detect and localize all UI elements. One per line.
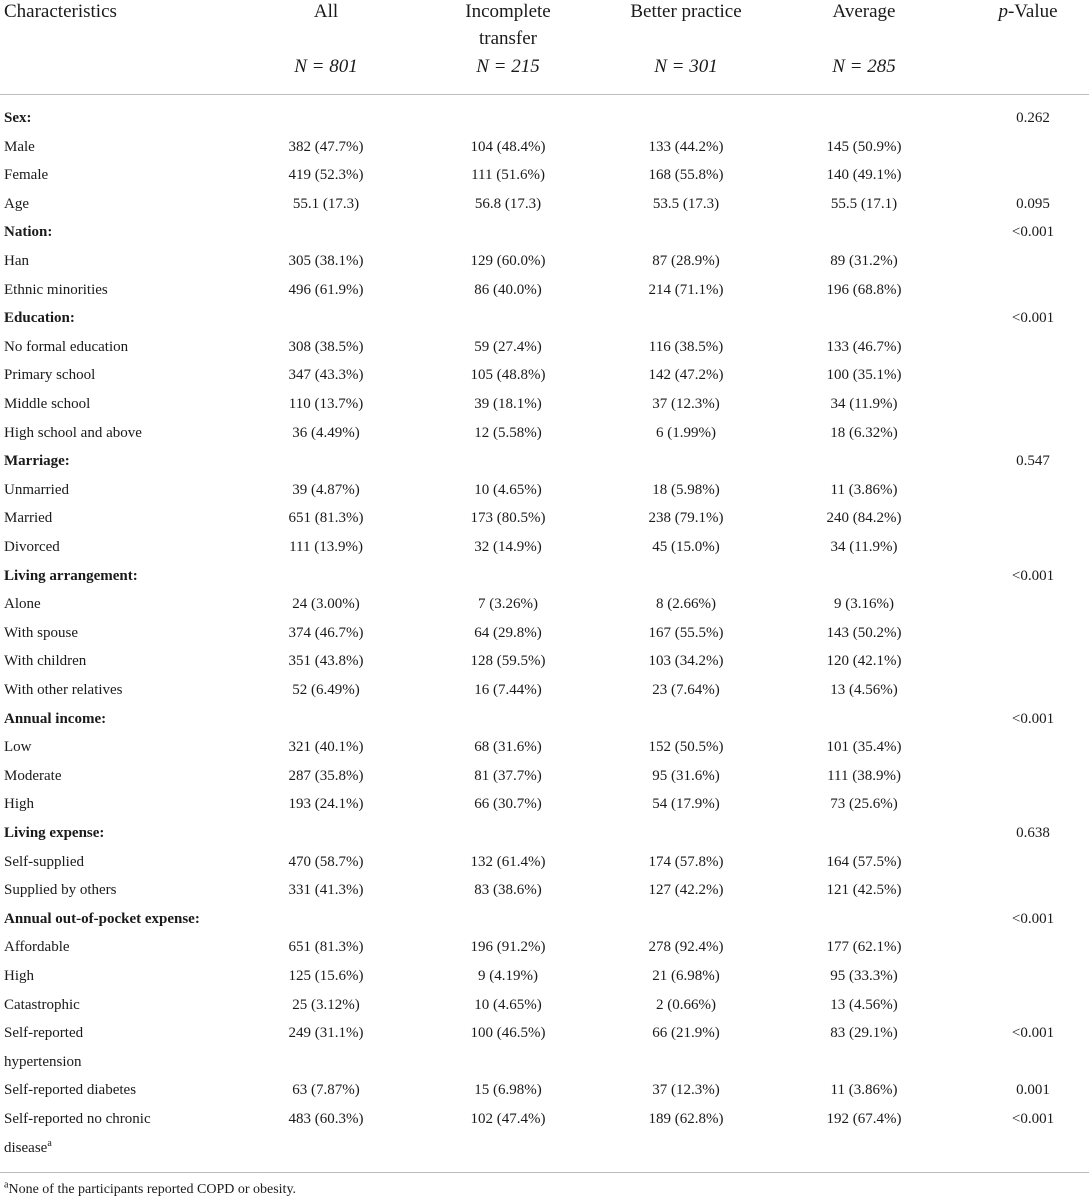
- cell-average: 9 (3.16%): [834, 596, 894, 613]
- cell-all: 351 (43.8%): [288, 653, 364, 670]
- row-label: Low: [4, 739, 32, 756]
- cell-average: 73 (25.6%): [830, 796, 898, 813]
- cell-p-value: 0.638: [1016, 825, 1050, 841]
- row-label: With children: [4, 653, 87, 670]
- cell-all: 305 (38.1%): [288, 253, 364, 269]
- cell-better-practice: 6 (1.99%): [656, 424, 716, 441]
- table-row: [0, 1076, 1089, 1105]
- cell-better-practice: 87 (28.9%): [652, 253, 720, 269]
- row-label: Self-supplied: [4, 853, 84, 870]
- row-label-line2: disease: [4, 1139, 48, 1156]
- cell-better-practice: 95 (31.6%): [652, 767, 720, 784]
- cell-better-practice: 53.5 (17.3): [652, 195, 720, 212]
- cell-all: 382 (47.7%): [288, 138, 364, 155]
- row-label: Age: [4, 195, 29, 212]
- cell-average: 111 (38.9%): [827, 767, 901, 784]
- cell-incomplete-transfer: 59 (27.4%): [474, 338, 542, 355]
- table-row: [0, 991, 1089, 1020]
- cell-all: 483 (60.3%): [288, 1111, 364, 1127]
- cell-average: 240 (84.2%): [826, 510, 902, 527]
- row-label: Nation:: [4, 224, 53, 241]
- table-row: [0, 933, 1089, 962]
- cell-p-value: 0.095: [1016, 195, 1050, 212]
- cell-incomplete-transfer: 196 (91.2%): [470, 939, 546, 956]
- cell-better-practice: 21 (6.98%): [652, 968, 720, 984]
- cell-incomplete-transfer: 12 (5.58%): [474, 424, 542, 441]
- cell-better-practice: 168 (55.8%): [648, 167, 724, 184]
- bottom-rule: [0, 1172, 1089, 1173]
- cell-incomplete-transfer: 39 (18.1%): [474, 396, 542, 412]
- cell-incomplete-transfer: 129 (60.0%): [470, 253, 546, 269]
- cell-better-practice: 8 (2.66%): [656, 596, 716, 613]
- cell-better-practice: 45 (15.0%): [652, 539, 720, 555]
- row-label: Affordable: [4, 939, 70, 956]
- row-label: Primary school: [4, 367, 96, 384]
- table-row: [0, 790, 1089, 819]
- table-row: [0, 504, 1089, 533]
- cell-all: 110 (13.7%): [288, 396, 364, 412]
- header-p-italic: p: [998, 1, 1008, 22]
- cell-incomplete-transfer: 7 (3.26%): [478, 596, 538, 613]
- cell-average: 34 (11.9%): [830, 396, 898, 412]
- table-row: [0, 133, 1089, 162]
- cell-p-value: <0.001: [1011, 710, 1055, 727]
- cell-average: 164 (57.5%): [826, 853, 902, 870]
- cell-better-practice: 142 (47.2%): [648, 367, 724, 384]
- cell-incomplete-transfer: 86 (40.0%): [474, 281, 542, 298]
- table-row: [0, 476, 1089, 505]
- row-label: Sex:: [4, 110, 32, 126]
- cell-incomplete-transfer: 111 (51.6%): [471, 167, 545, 184]
- table-row: [0, 533, 1089, 562]
- cell-incomplete-transfer: 9 (4.19%): [478, 968, 538, 984]
- table-row-continuation: [0, 1048, 1089, 1077]
- cell-p-value: 0.262: [1016, 110, 1050, 126]
- row-label: Middle school: [4, 396, 91, 412]
- cell-p-value: <0.001: [1011, 1111, 1055, 1127]
- table-row: [0, 1019, 1089, 1048]
- cell-better-practice: 23 (7.64%): [652, 682, 720, 698]
- cell-better-practice: 167 (55.5%): [648, 624, 724, 641]
- row-label-continuation: [4, 1134, 52, 1163]
- cell-average: 140 (49.1%): [826, 167, 902, 184]
- row-label: Self-reported no chronic: [4, 1111, 151, 1127]
- cell-all: 419 (52.3%): [288, 167, 364, 184]
- row-label: Han: [4, 253, 29, 269]
- cell-average: 34 (11.9%): [830, 539, 898, 555]
- cell-incomplete-transfer: 32 (14.9%): [474, 539, 542, 555]
- cell-incomplete-transfer: 16 (7.44%): [474, 682, 542, 698]
- cell-average: 120 (42.1%): [826, 653, 902, 670]
- row-label: Self-reported: [4, 1025, 84, 1042]
- cell-all: 249 (31.1%): [288, 1025, 364, 1042]
- cell-better-practice: 2 (0.66%): [656, 996, 716, 1013]
- footnote-text: None of the participants reported COPD or obesity.: [8, 1182, 297, 1197]
- row-label: With other relatives: [4, 682, 123, 698]
- cell-incomplete-transfer: 81 (37.7%): [474, 767, 542, 784]
- section-row: [0, 819, 1089, 848]
- header-rule: [0, 94, 1089, 95]
- row-label: High: [4, 796, 34, 813]
- cell-incomplete-transfer: 83 (38.6%): [474, 882, 542, 899]
- row-label: Married: [4, 510, 53, 527]
- table-row: [0, 419, 1089, 448]
- table-row: [0, 962, 1089, 991]
- footnote-marker: a: [4, 1179, 9, 1191]
- section-row: [0, 447, 1089, 476]
- row-label-line2: hypertension: [4, 1053, 82, 1070]
- cell-all: 55.1 (17.3): [292, 195, 360, 212]
- cell-p-value: <0.001: [1011, 910, 1055, 927]
- cell-average: 133 (46.7%): [826, 338, 902, 355]
- table-row: [0, 247, 1089, 276]
- cell-all: 39 (4.87%): [292, 481, 360, 498]
- footnote: [4, 1181, 296, 1199]
- cell-average: 95 (33.3%): [830, 968, 898, 984]
- cell-incomplete-transfer: 56.8 (17.3): [474, 195, 542, 212]
- footnote-ref: a: [47, 1137, 52, 1149]
- header-p-value: [968, 0, 1088, 26]
- cell-better-practice: 127 (42.2%): [648, 882, 724, 899]
- cell-average: 55.5 (17.1): [830, 195, 898, 212]
- header-all-n: N = 801: [294, 56, 358, 77]
- cell-average: 11 (3.86%): [830, 481, 898, 498]
- cell-average: 13 (4.56%): [830, 682, 898, 698]
- cell-incomplete-transfer: 128 (59.5%): [470, 653, 546, 670]
- cell-all: 111 (13.9%): [289, 539, 363, 555]
- table-row: [0, 848, 1089, 877]
- cell-average: 145 (50.9%): [826, 138, 902, 155]
- cell-all: 321 (40.1%): [288, 739, 364, 756]
- section-row: [0, 218, 1089, 247]
- table-row: [0, 361, 1089, 390]
- cell-all: 651 (81.3%): [288, 510, 364, 527]
- cell-all: 52 (6.49%): [292, 682, 360, 698]
- cell-better-practice: 238 (79.1%): [648, 510, 724, 527]
- cell-average: 143 (50.2%): [826, 624, 902, 641]
- row-label: Alone: [4, 596, 41, 613]
- row-label: High school and above: [4, 424, 142, 441]
- cell-incomplete-transfer: 104 (48.4%): [470, 138, 546, 155]
- cell-better-practice: 278 (92.4%): [648, 939, 724, 956]
- row-label: Unmarried: [4, 481, 69, 498]
- cell-better-practice: 103 (34.2%): [648, 653, 724, 670]
- cell-better-practice: 214 (71.1%): [648, 281, 724, 298]
- header-average-n: N = 285: [832, 56, 896, 77]
- table-row: [0, 676, 1089, 705]
- row-label: Catastrophic: [4, 996, 80, 1013]
- row-label: Female: [4, 167, 49, 184]
- table-row: [0, 161, 1089, 190]
- cell-all: 308 (38.5%): [288, 338, 364, 355]
- cell-p-value: 0.547: [1016, 453, 1050, 470]
- cell-average: 101 (35.4%): [826, 739, 902, 756]
- row-label: Male: [4, 138, 35, 155]
- cell-p-value: <0.001: [1011, 567, 1055, 584]
- cell-average: 196 (68.8%): [826, 281, 902, 298]
- row-label: Annual income:: [4, 710, 107, 727]
- cell-average: 89 (31.2%): [830, 253, 898, 269]
- cell-all: 331 (41.3%): [288, 882, 364, 899]
- header-better-n: N = 301: [654, 56, 718, 77]
- table-row: [0, 590, 1089, 619]
- cell-incomplete-transfer: 173 (80.5%): [470, 510, 546, 527]
- cell-p-value: <0.001: [1011, 224, 1055, 241]
- cell-all: 287 (35.8%): [288, 767, 364, 784]
- header-all: All: [313, 1, 339, 22]
- cell-incomplete-transfer: 64 (29.8%): [474, 624, 542, 641]
- cell-p-value: <0.001: [1011, 1025, 1055, 1042]
- row-label: Marriage:: [4, 453, 70, 470]
- row-label: High: [4, 968, 34, 984]
- cell-all: 193 (24.1%): [288, 796, 364, 813]
- table-row: [0, 333, 1089, 362]
- cell-incomplete-transfer: 105 (48.8%): [470, 367, 546, 384]
- table-row: [0, 1105, 1089, 1134]
- cell-better-practice: 133 (44.2%): [648, 138, 724, 155]
- cell-better-practice: 37 (12.3%): [652, 1082, 720, 1099]
- cell-all: 347 (43.3%): [288, 367, 364, 384]
- header-incomplete-n: N = 215: [476, 56, 540, 77]
- table-row: [0, 190, 1089, 219]
- cell-average: 192 (67.4%): [826, 1111, 902, 1127]
- cell-better-practice: 174 (57.8%): [648, 853, 724, 870]
- table-row: [0, 619, 1089, 648]
- row-label: Supplied by others: [4, 882, 117, 899]
- table-row: [0, 762, 1089, 791]
- cell-average: 13 (4.56%): [830, 996, 898, 1013]
- cell-better-practice: 37 (12.3%): [652, 396, 720, 412]
- cell-better-practice: 66 (21.9%): [652, 1025, 720, 1042]
- table-row: [0, 647, 1089, 676]
- section-row: [0, 705, 1089, 734]
- cell-average: 100 (35.1%): [826, 367, 902, 384]
- header-transfer: transfer: [478, 28, 538, 49]
- cell-average: 83 (29.1%): [830, 1025, 898, 1042]
- section-row: [0, 104, 1089, 133]
- row-label: Ethnic minorities: [4, 281, 108, 298]
- cell-average: 18 (6.32%): [830, 424, 898, 441]
- cell-incomplete-transfer: 66 (30.7%): [474, 796, 542, 813]
- cell-all: 25 (3.12%): [292, 996, 360, 1013]
- table-row: [0, 876, 1089, 905]
- cell-p-value: 0.001: [1016, 1082, 1050, 1099]
- row-label: Divorced: [4, 539, 60, 555]
- section-row: [0, 905, 1089, 934]
- cell-better-practice: 152 (50.5%): [648, 739, 724, 756]
- cell-all: 470 (58.7%): [288, 853, 364, 870]
- cell-all: 651 (81.3%): [288, 939, 364, 956]
- cell-better-practice: 54 (17.9%): [652, 796, 720, 813]
- cell-incomplete-transfer: 68 (31.6%): [474, 739, 542, 756]
- row-label: Annual out-of-pocket expense:: [4, 910, 200, 927]
- cell-all: 63 (7.87%): [292, 1082, 360, 1099]
- cell-all: 36 (4.49%): [292, 424, 360, 441]
- cell-incomplete-transfer: 100 (46.5%): [470, 1025, 546, 1042]
- table-row: [0, 390, 1089, 419]
- cell-incomplete-transfer: 10 (4.65%): [474, 996, 542, 1013]
- cell-average: 121 (42.5%): [826, 882, 902, 899]
- row-label: Living expense:: [4, 825, 105, 841]
- cell-all: 24 (3.00%): [292, 596, 360, 613]
- section-row: [0, 562, 1089, 591]
- row-label: Moderate: [4, 767, 62, 784]
- header-characteristics: Characteristics: [4, 1, 117, 22]
- cell-incomplete-transfer: 132 (61.4%): [470, 853, 546, 870]
- cell-incomplete-transfer: 15 (6.98%): [474, 1082, 542, 1099]
- cell-p-value: <0.001: [1011, 310, 1055, 327]
- section-row: [0, 304, 1089, 333]
- cell-better-practice: 116 (38.5%): [648, 338, 724, 355]
- table-row-continuation: [0, 1134, 1089, 1163]
- header-average: Average: [832, 1, 896, 22]
- header-incomplete: Incomplete: [465, 1, 551, 22]
- header-better-practice: Better practice: [630, 1, 742, 22]
- row-label-continuation: [4, 1048, 81, 1077]
- cell-all: 496 (61.9%): [288, 281, 364, 298]
- cell-all: 374 (46.7%): [288, 624, 364, 641]
- cell-all: 125 (15.6%): [288, 968, 364, 984]
- cell-incomplete-transfer: 10 (4.65%): [474, 481, 542, 498]
- table-header: [0, 0, 1089, 95]
- cell-incomplete-transfer: 102 (47.4%): [470, 1111, 546, 1127]
- row-label: Self-reported diabetes: [4, 1082, 137, 1099]
- row-label: Education:: [4, 310, 75, 327]
- row-label: With spouse: [4, 624, 78, 641]
- row-label: No formal education: [4, 338, 129, 355]
- cell-better-practice: 18 (5.98%): [652, 481, 720, 498]
- cell-better-practice: 189 (62.8%): [648, 1111, 724, 1127]
- table-row: [0, 276, 1089, 305]
- header-p-rest: -Value: [1007, 1, 1058, 22]
- cell-average: 11 (3.86%): [830, 1082, 898, 1099]
- table-row: [0, 733, 1089, 762]
- cell-average: 177 (62.1%): [826, 939, 902, 956]
- row-label: Living arrangement:: [4, 567, 138, 584]
